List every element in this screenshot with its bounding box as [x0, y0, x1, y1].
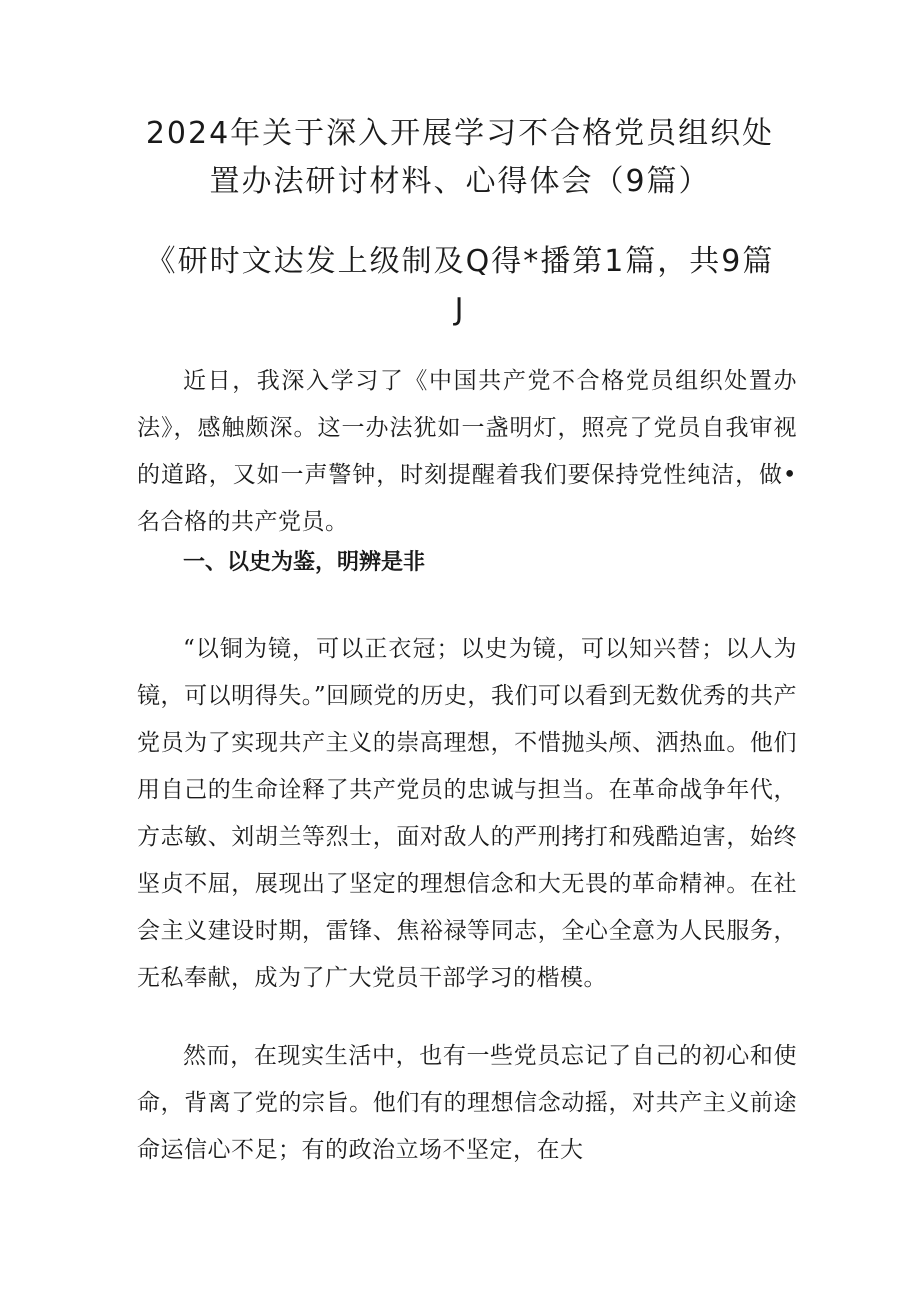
section-heading: 一、以史为鉴，明辨是非 — [183, 550, 426, 575]
intro-paragraph: 近日，我深入学习了《中国共产党不合格党员组织处置办法》，感触颇深。这一办法犹如一盏明灯，照亮了党员自我审视的道路，又如一声警钟，时刻提醒着我们要保持党性纯洁，做•名合格的共产党员。 — [137, 368, 797, 535]
document-title-line-2: 置办法研讨材料、心得体会（9篇） — [209, 164, 711, 199]
body-paragraph-history: “以铜为镜，可以正衣冠；以史为镜，可以知兴替；以人为镜，可以明得失。”回顾党的历史，我们可以看到无数优秀的共产党员为了实现共产主义的崇高理想，不惜抛头颅、洒热血。他们用自己的生命诠释了共产党员的忠诚与担当。在革命战争年代，方志敏、刘胡兰等烈士，面对敌人的严刑拷打和残酷迫害，始终坚贞不屈，展现出了坚定的理想信念和大无畏的革命精神。在社会主义建设时期，雷锋、焦裕禄等同志，全心全意为人民服务，无私奉献，成为了广大党员干部学习的楷模。 — [137, 636, 797, 991]
body-paragraph-reality: 然而，在现实生活中，也有一些党员忘记了自己的初心和使命，背离了党的宗旨。他们有的理想信念动摇，对共产主义前途命运信心不足；有的政治立场不坚定，在大 — [137, 1043, 797, 1163]
document-title-line-1: 2024年关于深入开展学习不合格党员组织处 — [145, 116, 775, 151]
document-subtitle-line-1: 《研时文达发上级制及Q得*播第1篇，共9篇 — [145, 244, 775, 279]
document-subtitle-line-2: J — [454, 292, 466, 327]
